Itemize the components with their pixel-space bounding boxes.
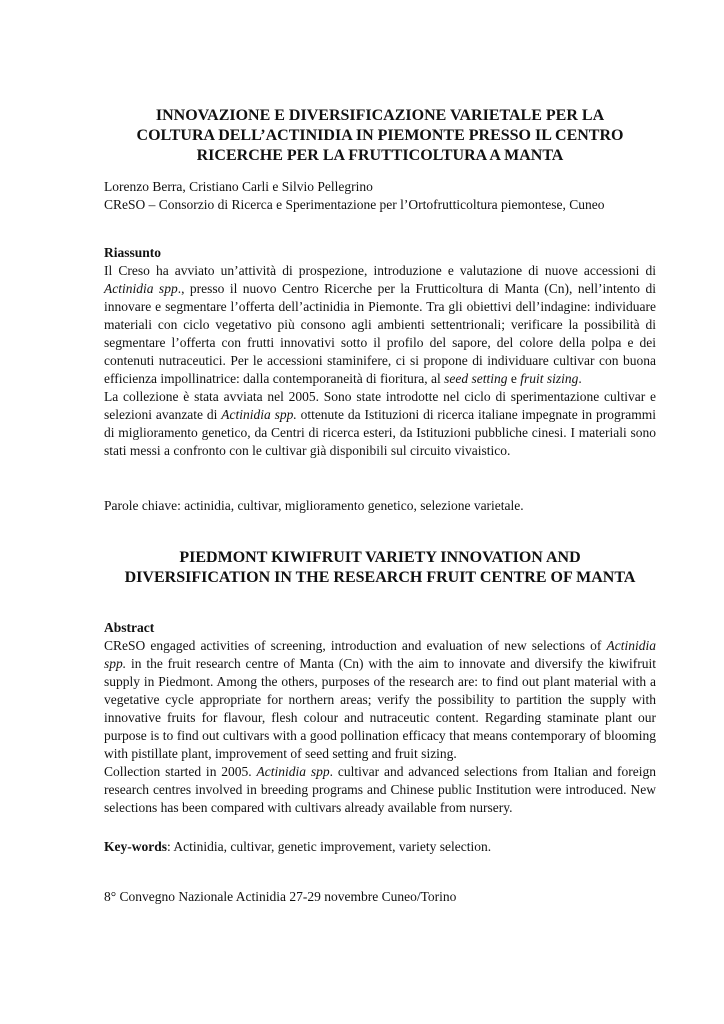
italian-title xyxy=(104,106,656,166)
italian-title-line: INNOVAZIONE E DIVERSIFICAZIONE VARIETALE PER LA xyxy=(155,107,605,124)
parole-chiave: Parole chiave: actinidia, cultivar, miglioramento genetico, selezione varietale. xyxy=(104,498,524,513)
key-words-label: Key-words xyxy=(104,839,167,854)
italian-title-line: COLTURA DELL’ACTINIDIA IN PIEMONTE PRESSO IL CENTRO xyxy=(136,127,624,144)
key-words xyxy=(104,838,656,856)
author-block xyxy=(104,178,664,214)
english-title-line: PIEDMONT KIWIFRUIT VARIETY INNOVATION AND xyxy=(179,549,581,566)
abstract-heading: Abstract xyxy=(104,620,155,635)
abstract-paragraph-2: Collection started in 2005. Actinidia spp. cultivar and advanced selections from Italian and foreign research centres involved in breeding programs and Chinese public Institution were introduced. New selections has been compared with cultivars already available from nursery. xyxy=(104,764,656,815)
english-title xyxy=(104,548,656,588)
abstract-paragraph-1: CReSO engaged activities of screening, introduction and evaluation of new selections of Actinidia spp. in the fruit research centre of Manta (Cn) with the aim to innovate and diversify the kiwifruit supply in Piedmont. Among the others, purposes of the research are: to find out plant material with a vegetative cycle appropriate for northern areas; verify the possibility to partition the supply with innovative fruits for flavour, flesh colour and nutraceutic content. Regarding staminate plant our purpose is to find out cultivars with a good pollination efficacy that means contemporary of blooming with pistillate plant, improvement of seed setting and fruit sizing. xyxy=(104,638,656,761)
footer-conference: 8° Convegno Nazionale Actinidia 27-29 novembre Cuneo/Torino xyxy=(104,889,457,904)
riassunto-paragraph-2: La collezione è stata avviata nel 2005. Sono state introdotte nel ciclo di sperimentazione cultivar e selezioni avanzate di Actinidia spp. ottenute da Istituzioni di ricerca italiane impegnate in programmi di miglioramento genetico, da Centri di ricerca esteri, da Istituzioni pubbliche cinesi. I materiali sono stati messi a confronto con le cultivar già disponibili sul circuito vivaistico. xyxy=(104,389,656,458)
italian-title-line: RICERCHE PER LA FRUTTICOLTURA A MANTA xyxy=(196,147,564,164)
riassunto-paragraph-1: Il Creso ha avviato un’attività di prospezione, introduzione e valutazione di nuove accessioni di Actinidia spp., presso il nuovo Centro Ricerche per la Frutticoltura di Manta (Cn), nell’intento di innovare e segmentare l’offerta dell’actinidia in Piemonte. Tra gli obiettivi dell’indagine: individuare materiali con ciclo vegetativo più consono agli ambienti settentrionali; verificare la possibilità di segmentare l’offerta con frutti innovativi sotto il profilo del sapore, del colore della polpa e dei contenuti nutraceutici. Per le accessioni staminifere, ci si propone di individuare cultivar con buona efficienza impollinatrice: dalla contemporaneità di fioritura, al seed setting e fruit sizing. xyxy=(104,263,656,386)
authors: Lorenzo Berra, Cristiano Carli e Silvio Pellegrino xyxy=(104,179,373,194)
key-words-text: : Actinidia, cultivar, genetic improvement, variety selection. xyxy=(167,839,492,854)
riassunto-section xyxy=(104,244,656,460)
abstract-section xyxy=(104,619,656,817)
affiliation: CReSO – Consorzio di Ricerca e Sperimentazione per l’Ortofrutticoltura piemontese, Cuneo xyxy=(104,197,605,212)
riassunto-heading: Riassunto xyxy=(104,245,162,260)
english-title-line: DIVERSIFICATION IN THE RESEARCH FRUIT CENTRE OF MANTA xyxy=(124,569,636,586)
